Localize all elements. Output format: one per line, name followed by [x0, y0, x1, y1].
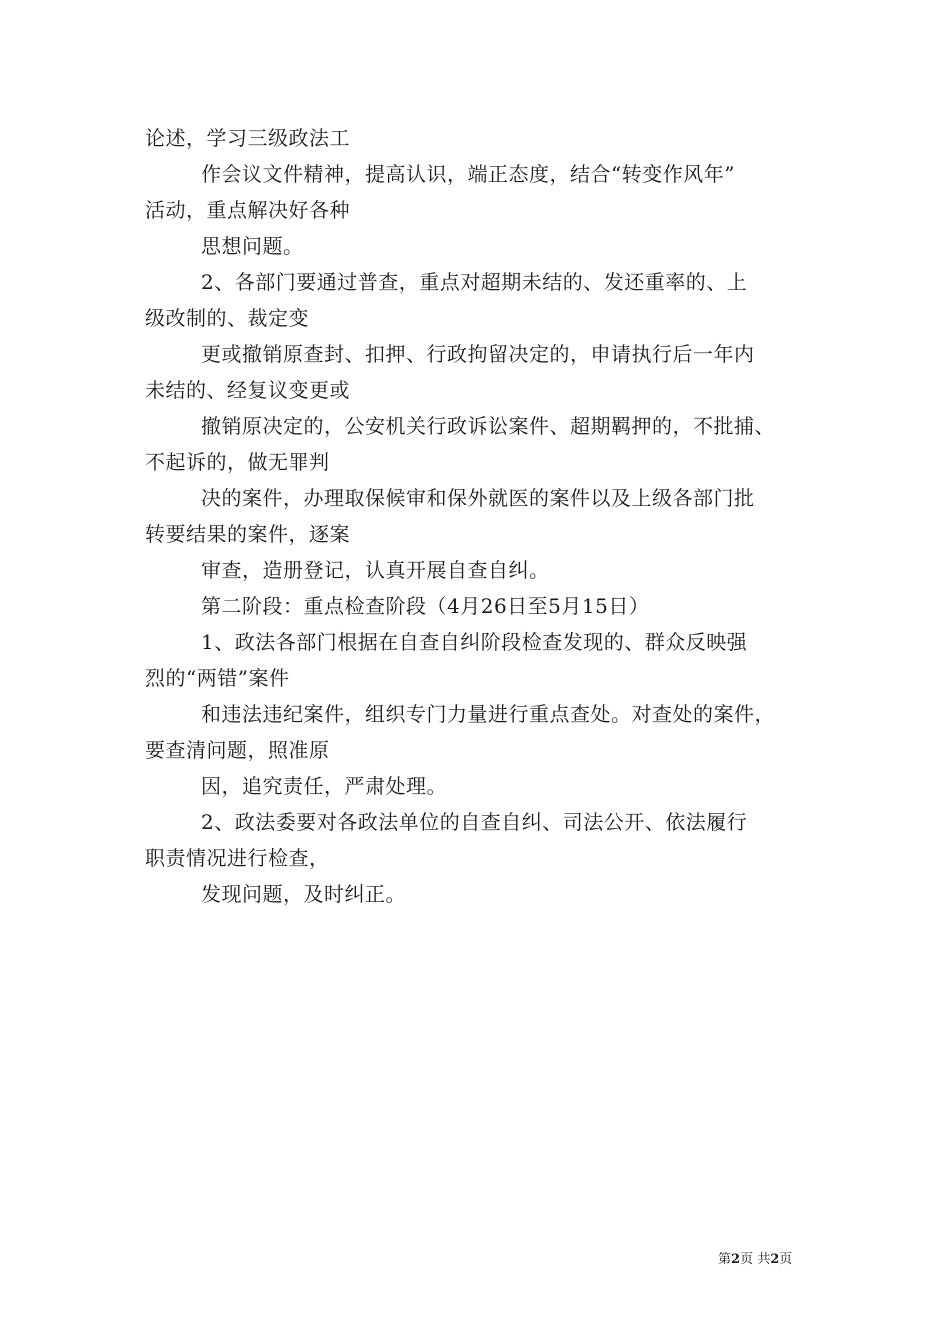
footer-middle: 页 共 [740, 1252, 771, 1267]
text-line: 烈的“两错”案件 [145, 666, 290, 690]
text-line: 决的案件，办理取保候审和保外就医的案件以及上级各部门批 [201, 486, 755, 510]
text-line: 职责情况进行检查， [145, 846, 330, 870]
footer-prefix: 第 [718, 1252, 732, 1267]
text-line: 不起诉的，做无罪判 [145, 450, 330, 474]
text-line: 第二阶段：重点检查阶段（4月26日至5月15日） [201, 594, 650, 618]
text-line: 撤销原决定的，公安机关行政诉讼案件、超期羁押的，不批捕、 [201, 414, 775, 438]
text-line: 未结的、经复议变更或 [145, 378, 350, 402]
text-line: 2、各部门要通过普查，重点对超期未结的、发还重率的、上 [201, 270, 748, 294]
page-footer [718, 1248, 792, 1267]
text-line: 1、政法各部门根据在自查自纠阶段检查发现的、群众反映强 [201, 630, 748, 654]
text-line: 因，追究责任，严肃处理。 [201, 774, 447, 798]
text-line: 审查，造册登记，认真开展自查自纠。 [201, 558, 550, 582]
current-page-number: 2 [731, 1252, 741, 1267]
text-line: 级改制的、裁定变 [145, 306, 309, 330]
text-line: 要查清问题，照准原 [145, 738, 330, 762]
text-line: 2、政法委要对各政法单位的自查自纠、司法公开、依法履行 [201, 810, 748, 834]
text-line: 和违法违纪案件，组织专门力量进行重点查处。对查处的案件， [201, 702, 775, 726]
text-line: 活动，重点解决好各种 [145, 198, 350, 222]
text-line: 思想问题。 [201, 234, 304, 258]
text-line: 转要结果的案件，逐案 [145, 522, 350, 546]
total-page-number: 2 [770, 1252, 780, 1267]
text-line: 更或撤销原查封、扣押、行政拘留决定的，申请执行后一年内 [201, 342, 755, 366]
body-text [145, 120, 815, 912]
footer-suffix: 页 [779, 1252, 793, 1267]
text-line: 发现问题，及时纠正。 [201, 882, 406, 906]
text-line: 论述，学习三级政法工 [145, 126, 350, 150]
text-line: 作会议文件精神，提高认识，端正态度，结合“转变作风年” [201, 162, 735, 186]
